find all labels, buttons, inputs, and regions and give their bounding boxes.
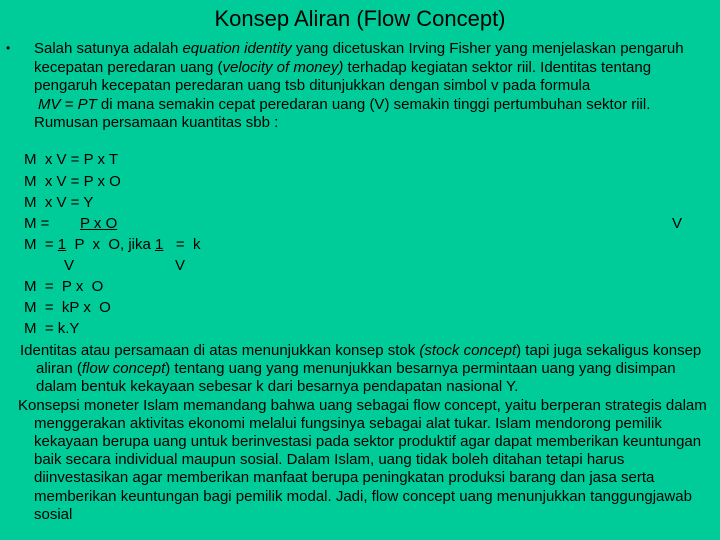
- formula-line-5: [24, 236, 200, 254]
- text-segment: ) tentang uang yang menunjukkan besarnya permintaan uang yang disimpan dalam bentuk kekayaan sebesar k dari besarnya pendapatan nasional Y.: [36, 360, 676, 396]
- fraction-numerator: 1: [57, 236, 67, 253]
- text-segment: P x O, jika: [66, 236, 156, 253]
- text-emphasis: equation identity: [182, 40, 292, 57]
- text-emphasis: flow concept: [81, 360, 166, 378]
- text-segment: terhadap kegiatan sektor riil. Identitas tentang pengaruh kecepatan peredaran uang tsb ditunjukkan dengan simbol v pada formula: [34, 58, 652, 94]
- formula-line-4-lhs: M =: [24, 215, 50, 232]
- formula-line-6: M = P x O: [24, 278, 104, 295]
- formula-line-4-numerator: P x O: [80, 215, 118, 232]
- text-segment: Salah satunya adalah: [34, 40, 183, 57]
- text-segment: di mana semakin cepat peredaran uang (V) semakin tinggi pertumbuhan sektor riil. Rumusan persamaan kuantitas sbb :: [34, 95, 651, 131]
- formula-line-4-denominator: V: [672, 215, 683, 232]
- page-title: Konsep Aliran (Flow Concept): [214, 6, 506, 31]
- fraction-denominator-1: V: [64, 257, 75, 274]
- stock-flow-section: [18, 342, 708, 524]
- paragraph-stock-flow: [20, 342, 708, 397]
- text-emphasis: (stock concept: [419, 342, 517, 359]
- text-segment: yang dicetuskan Irving Fisher yang menjelaskan pengaruh kecepatan peredaran uang (: [34, 40, 684, 76]
- bullet-marker: •: [6, 41, 11, 55]
- formula-inline: MV = PT: [38, 95, 97, 113]
- formula-line-8: M = k.Y: [24, 320, 80, 337]
- fraction-numerator: 1: [155, 236, 164, 253]
- text-segment: Identitas atau persamaan di atas menunjukkan konsep stok: [20, 342, 420, 359]
- text-emphasis: velocity of money): [222, 58, 344, 76]
- formula-line-2: M x V = P x O: [24, 173, 121, 190]
- paragraph-islamic-monetary: Konsepsi moneter Islam memandang bahwa uang sebagai flow concept, yaitu berperan strategis dalam menggerakan aktivitas ekonomi melalui fungsinya sebagai alat tukar. Islam mendorong pemilik kekayaan berupa uang untuk berinvestasi pada sektor produktif agar dapat memberikan keuntungan baik secara individual maupun sosial. Dalam Islam, uang tidak boleh ditahan tetapi harus diinvestasikan agar memberikan manfaat berupa peningkatan produksi barang dan jasa serta memberikan keuntungan bagi pemilik modal. Jadi, flow concept uang menunjukkan tanggungjawab sosial: [18, 396, 707, 523]
- paragraph-equation-identity: [34, 40, 704, 133]
- fraction-denominator-2: V: [175, 257, 186, 274]
- formula-line-3: M x V = Y: [24, 194, 94, 211]
- text-segment: ) tapi juga sekaligus konsep aliran (: [36, 342, 702, 378]
- text-segment: M =: [24, 236, 58, 253]
- text-segment: = k: [163, 236, 201, 253]
- formula-line-1: M x V = P x T: [24, 151, 119, 168]
- formula-line-7: M = kP x O: [24, 299, 111, 316]
